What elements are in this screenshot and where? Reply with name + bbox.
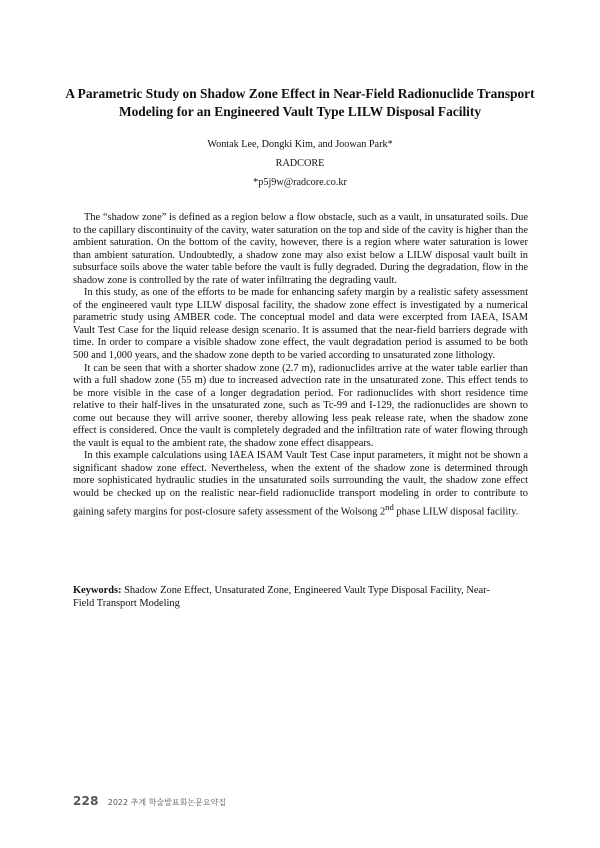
paragraph-3: It can be seen that with a shorter shadow zone (2.7 m), radionuclides arrive at the water table earlier than with a full shadow zone (55 m) due to increased advection rate in the unsaturated zone. This effect tends to be more visible in the case of a longer degradation period. For radionuclides with short residence time relative to their half-lives in the unsaturated zone, such as Tc-99 and I-129, the radionuclides are shown to come out because they will arrive sooner, thereby allowing less peak release rate, when the shadow zone effect is considered. Once the vault is completely degraded and the infiltration rate of water flowing through the vault is equal to the ambient rate, the shadow zone effect disappears. xyxy=(73,362,528,449)
paragraph-1: The “shadow zone” is defined as a region below a flow obstacle, such as a vault, in unsaturated soils. Due to the capillary discontinuity of the cavity, water saturation on the top and side of the cavity is higher than the ambient saturation. On the bottom of the cavity, however, there is a region where water saturation is lower than ambient saturation. Undoubtedly, a shadow zone may also exist below a LILW disposal vault built in subsurface soils above the water table before the vault is fully degraded. During the degradation, flow in the shadow zone is controlled by the rate of water infiltrating the degrading vault. xyxy=(73,212,528,286)
keywords-line-1 xyxy=(73,585,528,598)
keywords-text-1: Shadow Zone Effect, Unsaturated Zone, Engineered Vault Type Disposal Facility, Near- xyxy=(121,585,490,596)
page-footer xyxy=(73,790,226,809)
title-line-1: A Parametric Study on Shadow Zone Effect in Near-Field Radionuclide Transport xyxy=(65,86,535,101)
paragraph-4 xyxy=(73,450,528,518)
keywords-text-2: Field Transport Modeling xyxy=(73,597,180,609)
keywords-block xyxy=(73,585,528,610)
proceedings-label: 2022 추계 학술발표회논문요약집 xyxy=(107,798,226,807)
keywords-label: Keywords: xyxy=(73,585,122,596)
paragraph-4-text: In this example calculations using IAEA ISAM Vault Test Case input parameters, it might not be shown a significant shadow zone effect. Nevertheless, when the extent of the shadow zone is determined through more sophisticated hydraulic studies in the unsaturated soils surrounding the vault, the shadow zone effect would be checked up on the realistic near-field radionuclide transport modeling in order to contribute to gaining safety margins for post-closure safety assessment of the Wolsong 2 xyxy=(73,450,528,518)
abstract-body xyxy=(73,212,528,519)
affiliation: RADCORE xyxy=(275,158,325,169)
page-number: 228 xyxy=(73,794,99,808)
author-list: Wontak Lee, Dongki Kim, and Joowan Park* xyxy=(207,139,393,150)
ordinal-superscript: nd xyxy=(385,501,394,512)
corresponding-email: *p5j9w@radcore.co.kr xyxy=(253,177,347,188)
paragraph-4-tail: phase LILW disposal facility. xyxy=(393,506,519,518)
paper-title xyxy=(60,85,540,121)
paragraph-2: In this study, as one of the efforts to be made for enhancing safety margin by a realistic safety assessment of the engineered vault type LILW disposal facility, the shadow zone effect is investigated by a numerical parametric study using AMBER code. The conceptual model and data were excerpted from IAEA, ISAM Vault Test Case for the liquid release design scenario. It is assumed that the near-field barriers degrade with time. In order to compare a visible shadow zone effect, the vault degradation period is assumed to be both 500 and 1,000 years, and the shadow zone depth to be varied according to unsaturated zone lithology. xyxy=(73,287,528,362)
title-line-2: Modeling for an Engineered Vault Type LILW Disposal Facility xyxy=(118,104,482,119)
